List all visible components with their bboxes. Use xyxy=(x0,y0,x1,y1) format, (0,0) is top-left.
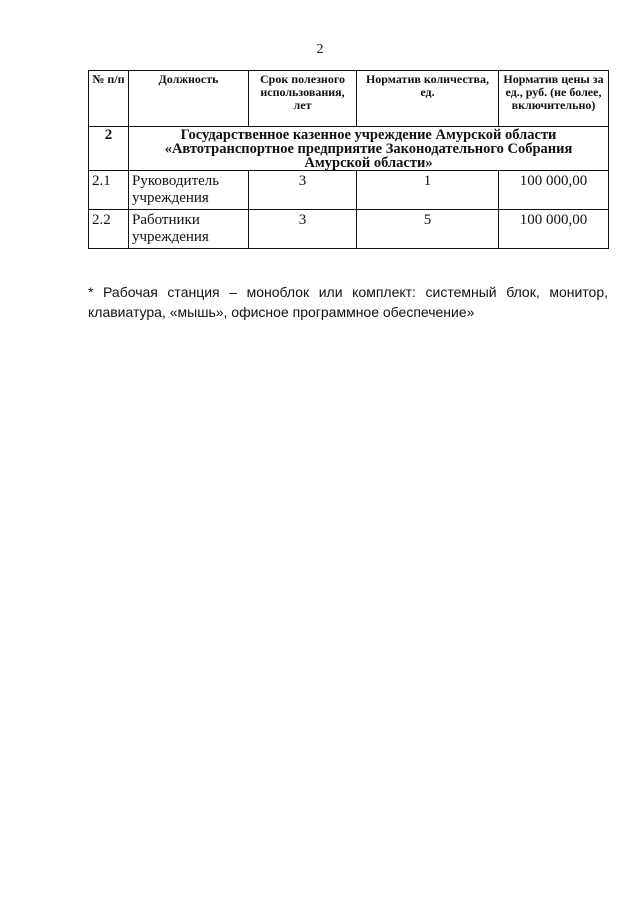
header-lifetime: Срок полезного использования, лет xyxy=(249,71,357,127)
row-price: 100 000,00 xyxy=(499,210,609,249)
table-row xyxy=(89,210,609,249)
section-number: 2 xyxy=(89,127,129,171)
row-position: Работники учреждения xyxy=(129,210,249,249)
section-row xyxy=(89,127,609,171)
norms-table xyxy=(88,70,609,249)
section-title: Государственное казенное учреждение Амурской области «Автотранспортное предприятие Законодательного Собрания Амурской области» xyxy=(129,127,609,171)
row-num: 2.2 xyxy=(89,210,129,249)
row-quantity: 1 xyxy=(357,171,499,210)
page-number: 2 xyxy=(316,42,324,57)
header-price: Норматив цены за ед., руб. (не более, включительно) xyxy=(499,71,609,127)
row-num: 2.1 xyxy=(89,171,129,210)
row-lifetime: 3 xyxy=(249,171,357,210)
footnote: * Рабочая станция – моноблок или комплект: системный блок, монитор, клавиатура, «мышь», офисное программное обеспечение» xyxy=(88,284,608,320)
row-lifetime: 3 xyxy=(249,210,357,249)
header-position: Должность xyxy=(129,71,249,127)
table-header-row xyxy=(89,71,609,127)
row-position: Руководитель учреждения xyxy=(129,171,249,210)
header-quantity: Норматив количества, ед. xyxy=(357,71,499,127)
row-quantity: 5 xyxy=(357,210,499,249)
table-row xyxy=(89,171,609,210)
header-num: № п/п xyxy=(89,71,129,127)
row-price: 100 000,00 xyxy=(499,171,609,210)
